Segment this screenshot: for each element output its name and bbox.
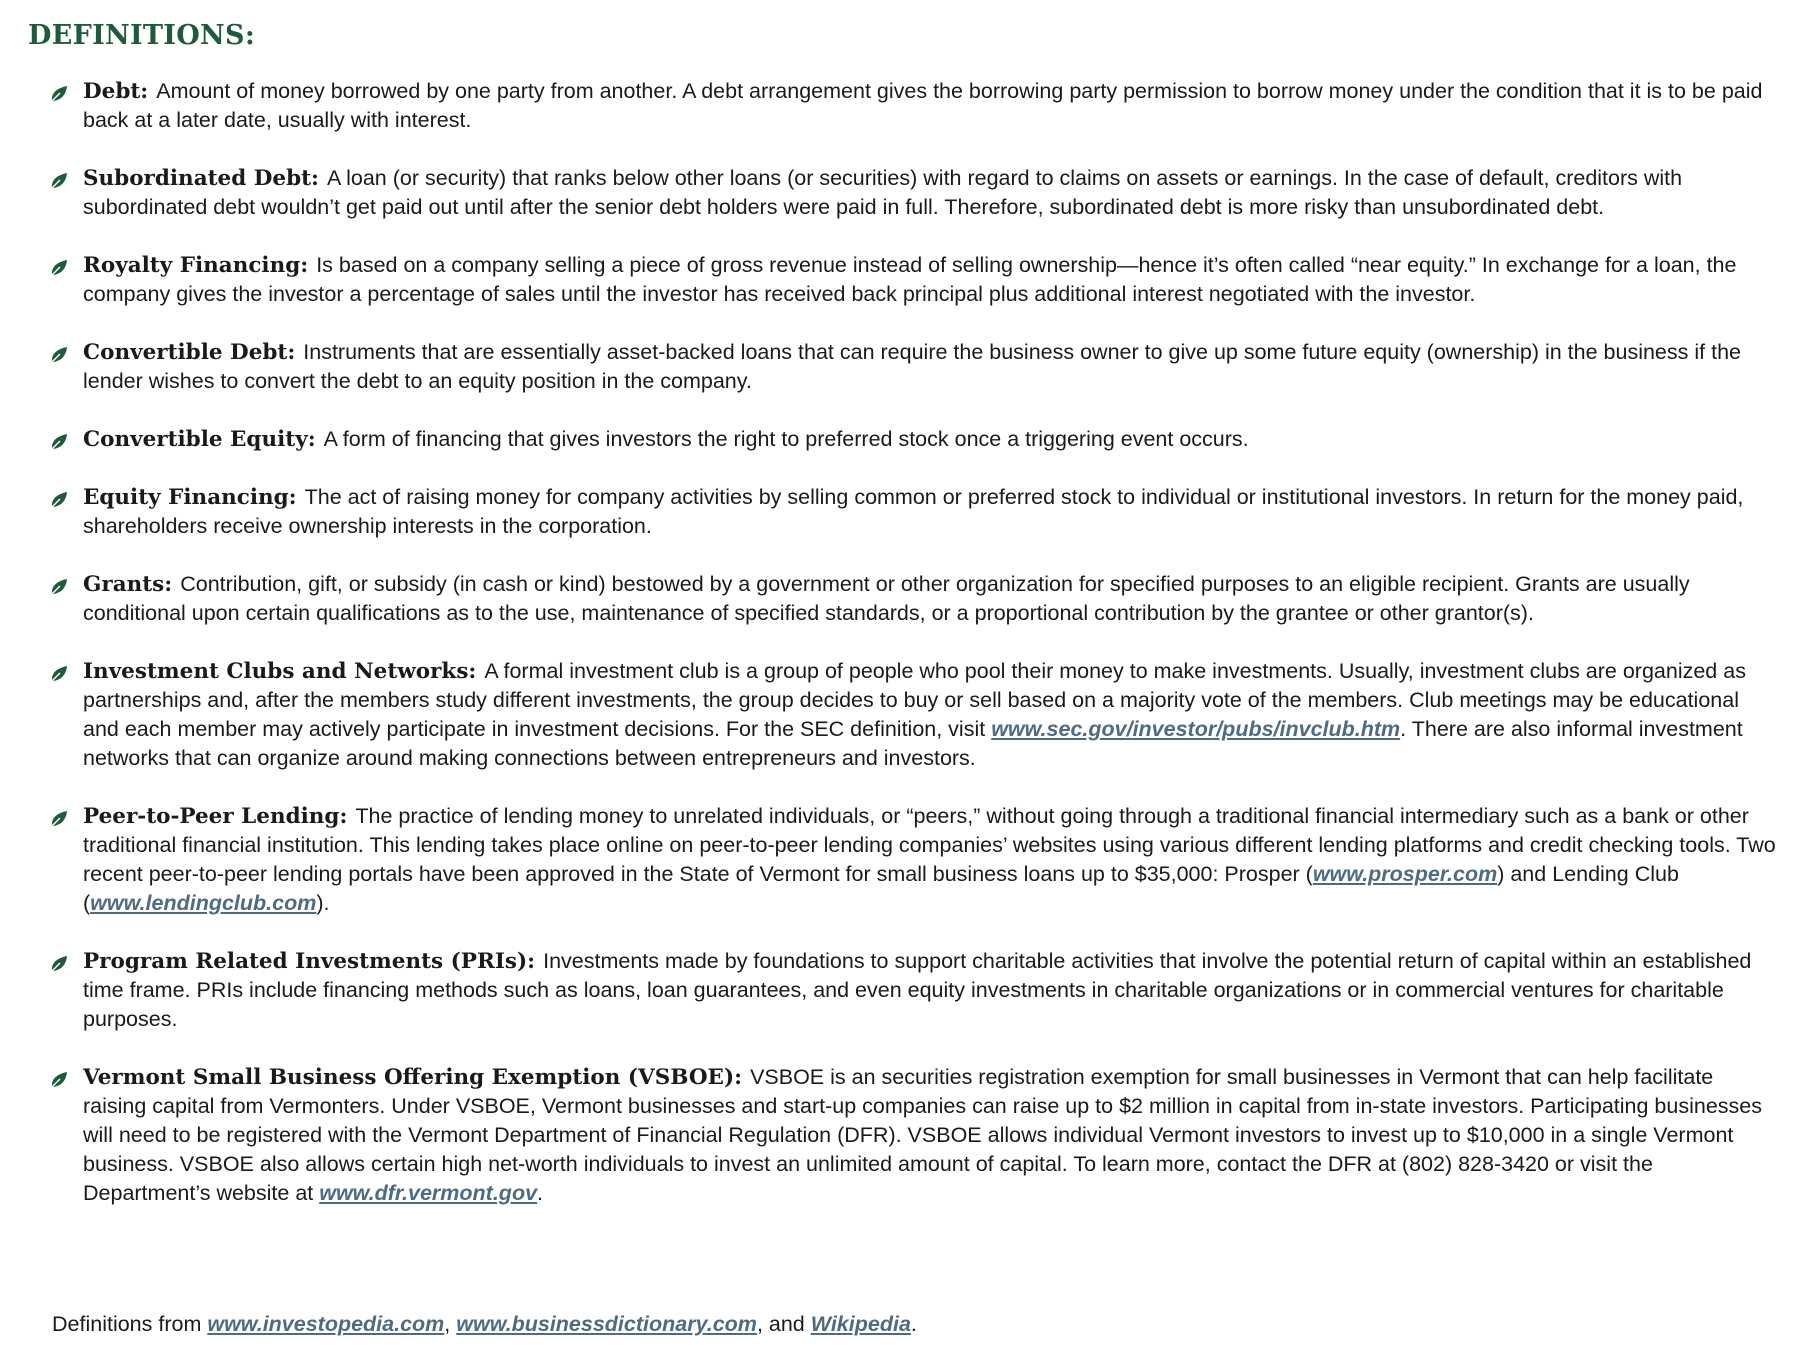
leaf-bullet-icon <box>48 430 70 452</box>
leaf-bullet-icon <box>48 169 70 191</box>
definition-text: A form of financing that gives investors the right to preferred stock once a triggering event occurs. <box>323 427 1249 451</box>
definition-text: . <box>537 1181 544 1205</box>
leaf-bullet-icon <box>48 662 70 684</box>
definition-convertible-debt <box>28 338 1780 396</box>
footer-separator: , <box>444 1312 457 1336</box>
businessdictionary-link[interactable]: www.businessdictionary.com <box>456 1312 757 1336</box>
definition-text: The practice of lending money to unrelated individuals, or “peers,” without going through a traditional financial intermediary such as a bank or other traditional financial institution. This lending takes place online on peer-to-peer lending companies’ websites using various different lending platforms and credit checking tools. Two recent peer-to-peer lending portals have been approved in the State of Vermont for small business loans up to $35,000: Prosper ( <box>83 804 1776 886</box>
definition-term: Vermont Small Business Offering Exemption (VSBOE): <box>83 1065 743 1090</box>
leaf-bullet-icon <box>48 488 70 510</box>
definition-convertible-equity <box>28 425 1780 454</box>
definition-term: Grants: <box>83 572 173 597</box>
definition-royalty-financing <box>28 251 1780 309</box>
footer-separator: , and <box>756 1312 811 1336</box>
leaf-bullet-icon <box>48 343 70 365</box>
definition-text: . There are also informal investment networks that can organize around making connections between entrepreneurs and investors. <box>83 717 1743 770</box>
footer-suffix: . <box>910 1312 917 1336</box>
definition-term: Royalty Financing: <box>83 253 309 278</box>
definition-term: Convertible Equity: <box>83 427 316 452</box>
definition-term: Peer-to-Peer Lending: <box>83 804 348 829</box>
footer-prefix: Definitions from <box>52 1312 208 1336</box>
definition-subordinated-debt <box>28 164 1780 222</box>
leaf-bullet-icon <box>48 807 70 829</box>
definition-term: Debt: <box>83 79 149 104</box>
definition-term: Convertible Debt: <box>83 340 296 365</box>
definition-grants <box>28 570 1780 628</box>
definition-text: Is based on a company selling a piece of gross revenue instead of selling ownership—hence it’s often called “near equity.” In exchange for a loan, the company gives the investor a percentage of sales until the investor has received back principal plus additional interest negotiated with the investor. <box>83 253 1737 306</box>
definition-equity-financing <box>28 483 1780 541</box>
definition-text: A formal investment club is a group of people who pool their money to make investments. Usually, investment clubs are organized as partnerships and, after the members study different investments, the group decides to buy or sell based on a majority vote of the members. Club meetings may be educational and each member may actively participate in investment decisions. For the SEC definition, visit <box>83 659 1746 741</box>
definition-peer-to-peer-lending <box>28 802 1780 918</box>
leaf-bullet-icon <box>48 575 70 597</box>
definitions-list <box>28 77 1780 1208</box>
sec-link[interactable]: www.sec.gov/investor/pubs/invclub.htm <box>991 717 1401 741</box>
definition-text: ). <box>316 891 330 915</box>
definitions-page <box>28 20 1780 1237</box>
leaf-bullet-icon <box>48 256 70 278</box>
definition-term: Program Related Investments (PRIs): <box>83 949 536 974</box>
definition-text: A loan (or security) that ranks below other loans (or securities) with regard to claims on assets or earnings. In the case of default, creditors with subordinated debt wouldn’t get paid out until after the senior debt holders were paid in full. Therefore, subordinated debt is more risky than unsubordinated debt. <box>83 166 1683 219</box>
definition-text: VSBOE is an securities registration exemption for small businesses in Vermont that can help facilitate raising capital from Vermonters. Under VSBOE, Vermont businesses and start-up companies can raise up to $2 million in capital from in-state investors. Participating businesses will need to be registered with the Vermont Department of Financial Regulation (DFR). VSBOE allows individual Vermont investors to invest up to $10,000 in a single Vermont business. VSBOE also allows certain high net-worth individuals to invest an unlimited amount of capital. To learn more, contact the DFR at (802) 828-3420 or visit the Department’s website at <box>83 1065 1762 1205</box>
definition-text: The act of raising money for company activities by selling common or preferred stock to individual or institutional investors. In return for the money paid, shareholders receive ownership interests in the corporation. <box>83 485 1744 538</box>
page-title: DEFINITIONS: <box>28 20 256 51</box>
lendingclub-link[interactable]: www.lendingclub.com <box>90 891 317 915</box>
investopedia-link[interactable]: www.investopedia.com <box>207 1312 445 1336</box>
definition-term: Investment Clubs and Networks: <box>83 659 477 684</box>
wikipedia-link[interactable]: Wikipedia <box>810 1312 911 1336</box>
definition-text: Amount of money borrowed by one party from another. A debt arrangement gives the borrowing party permission to borrow money under the condition that it is to be paid back at a later date, usually with interest. <box>83 79 1763 132</box>
definition-term: Equity Financing: <box>83 485 297 510</box>
definition-text: Contribution, gift, or subsidy (in cash or kind) bestowed by a government or other organization for specified purposes to an eligible recipient. Grants are usually conditional upon certain qualifications as to the use, maintenance of specified standards, or a proportional contribution by the grantee or other grantor(s). <box>83 572 1690 625</box>
prosper-link[interactable]: www.prosper.com <box>1312 862 1498 886</box>
definition-text: Investments made by foundations to support charitable activities that involve the potential return of capital within an established time frame. PRIs include financing methods such as loans, loan guarantees, and even equity investments in charitable organizations or in commercial ventures for charitable purposes. <box>83 949 1752 1031</box>
definition-pris <box>28 947 1780 1034</box>
leaf-bullet-icon <box>48 82 70 104</box>
definition-debt <box>28 77 1780 135</box>
leaf-bullet-icon <box>48 952 70 974</box>
definition-vsboe <box>28 1063 1780 1208</box>
leaf-bullet-icon <box>48 1068 70 1090</box>
sources-footer <box>52 1310 917 1339</box>
definition-term: Subordinated Debt: <box>83 166 319 191</box>
definition-text: Instruments that are essentially asset-backed loans that can require the business owner to give up some future equity (ownership) in the business if the lender wishes to convert the debt to an equity position in the company. <box>83 340 1741 393</box>
definition-text: ) and Lending Club ( <box>83 862 1679 915</box>
dfr-link[interactable]: www.dfr.vermont.gov <box>319 1181 538 1205</box>
definition-investment-clubs <box>28 657 1780 773</box>
